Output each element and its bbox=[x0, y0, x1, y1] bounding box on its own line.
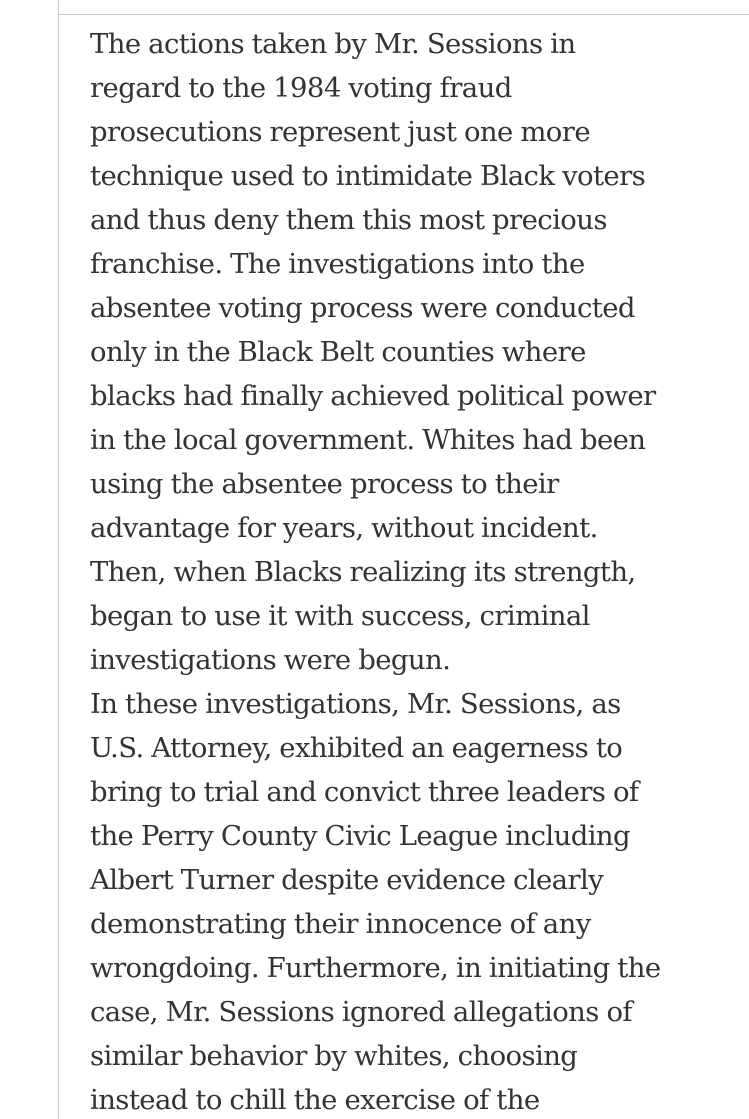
text-line: case, Mr. Sessions ignored allegations of bbox=[90, 996, 632, 1028]
text-line: absentee voting process were conducted bbox=[90, 292, 635, 324]
text-line: U.S. Attorney, exhibited an eagerness to bbox=[90, 732, 623, 764]
text-line: franchise. The investigations into the bbox=[90, 248, 585, 280]
text-line: instead to chill the exercise of the bbox=[90, 1084, 540, 1116]
text-line: Then, when Blacks realizing its strength, bbox=[90, 556, 636, 588]
text-line: technique used to intimidate Black voters bbox=[90, 160, 646, 192]
body-text bbox=[90, 22, 745, 1119]
text-line: wrongdoing. Furthermore, in initiating the bbox=[90, 952, 661, 984]
text-line: Albert Turner despite evidence clearly bbox=[90, 864, 604, 896]
text-line: and thus deny them this most precious bbox=[90, 204, 607, 236]
text-line: demonstrating their innocence of any bbox=[90, 908, 591, 940]
text-line: only in the Black Belt counties where bbox=[90, 336, 586, 368]
text-line: regard to the 1984 voting fraud bbox=[90, 72, 512, 104]
text-line: in the local government. Whites had been bbox=[90, 424, 646, 456]
text-line: began to use it with success, criminal bbox=[90, 600, 590, 632]
text-line: the Perry County Civic League including bbox=[90, 820, 631, 852]
margin-rule-left bbox=[58, 15, 59, 1119]
text-line: similar behavior by whites, choosing bbox=[90, 1040, 578, 1072]
text-line: prosecutions represent just one more bbox=[90, 116, 590, 148]
margin-rule-top bbox=[58, 0, 749, 15]
text-line: bring to trial and convict three leaders of bbox=[90, 776, 639, 808]
text-line: investigations were begun. bbox=[90, 644, 451, 676]
text-line: using the absentee process to their bbox=[90, 468, 559, 500]
text-line: In these investigations, Mr. Sessions, as bbox=[90, 688, 621, 720]
text-line: The actions taken by Mr. Sessions in bbox=[90, 28, 576, 60]
text-line: advantage for years, without incident. bbox=[90, 512, 598, 544]
text-line: blacks had finally achieved political power bbox=[90, 380, 656, 412]
